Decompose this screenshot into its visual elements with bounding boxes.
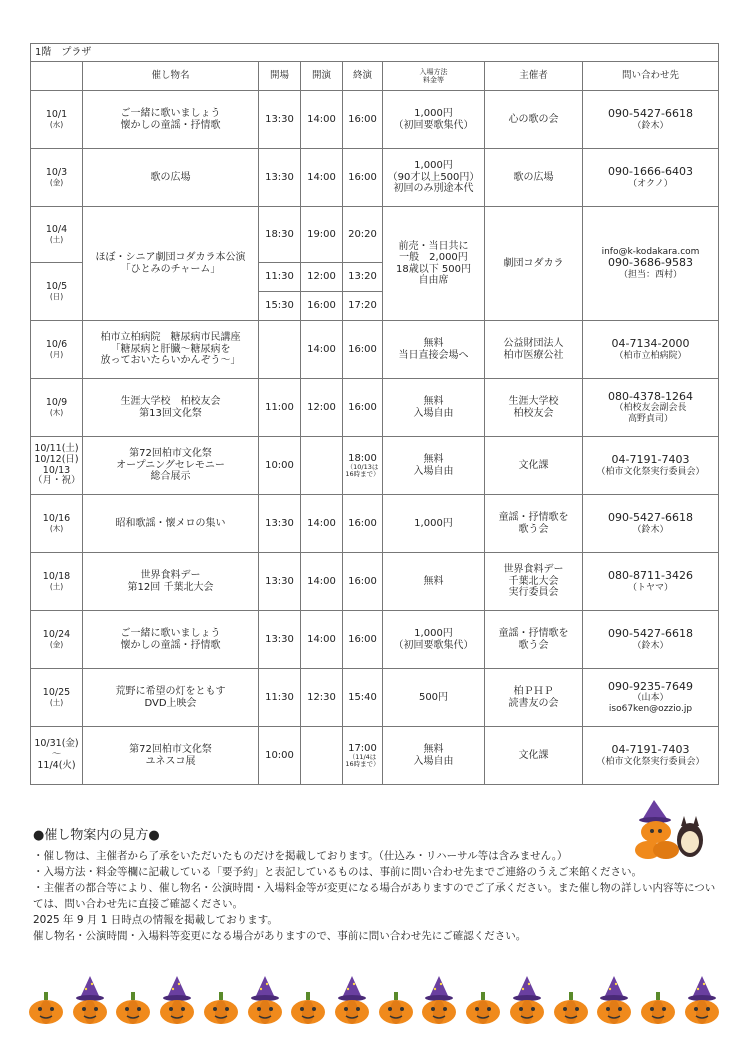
event-name: ほぼ・シニア劇団コダカラ本公演 「ひとみのチャーム」 — [83, 207, 259, 321]
date-cell: 10/24 (金) — [31, 611, 83, 669]
start-time: 19:00 — [301, 207, 343, 263]
contact: 04-7134-2000 （柏市立柏病院） — [583, 321, 719, 379]
admission: 無料 — [383, 553, 485, 611]
table-row — [31, 91, 719, 149]
event-name: 荒野に希望の灯をともす DVD上映会 — [83, 669, 259, 727]
start-time: 14:00 — [301, 611, 343, 669]
contact: 080-4378-1264 （柏校友会副会長 高野貞司） — [583, 379, 719, 437]
pumpkin-icon — [115, 972, 151, 1024]
witch-hat-pumpkin-icon — [247, 972, 283, 1024]
end-time: 13:20 — [343, 263, 383, 292]
open-time: 13:30 — [259, 91, 301, 149]
date-cell: 10/31(金) ～ 11/4(火) — [31, 727, 83, 785]
organizer: 生涯大学校 柏校友会 — [485, 379, 583, 437]
note-line: ・主催者の都合等により、催し物名・公演時間・入場料金等が変更になる場合がありますのでご了承ください。また催し物の詳しい内容等については、問い合わせ先に直接ご確認ください。 — [33, 882, 716, 910]
open-time: 13:30 — [259, 611, 301, 669]
start-time: 14:00 — [301, 495, 343, 553]
pumpkin-icon — [465, 972, 501, 1024]
admission: 無料 入場自由 — [383, 727, 485, 785]
pumpkin-icon — [378, 972, 414, 1024]
table-row — [31, 321, 719, 379]
witch-hat-pumpkin-icon — [509, 972, 545, 1024]
start-time: 14:00 — [301, 553, 343, 611]
date-cell: 10/3 (金) — [31, 149, 83, 207]
end-time: 20:20 — [343, 207, 383, 263]
event-name: 世界食料デー 第12回 千葉北大会 — [83, 553, 259, 611]
end-time: 16:00 — [343, 611, 383, 669]
open-time — [259, 321, 301, 379]
contact: 090-9235-7649 （山本） iso67ken@ozzio.jp — [583, 669, 719, 727]
open-time: 10:00 — [259, 727, 301, 785]
end-time: 16:00 — [343, 149, 383, 207]
organizer: 童謡・抒情歌を 歌う会 — [485, 495, 583, 553]
contact: 090-1666-6403 （オクノ） — [583, 149, 719, 207]
end-time: 16:00 — [343, 321, 383, 379]
organizer: 世界食料デー 千葉北大会 実行委員会 — [485, 553, 583, 611]
open-time: 11:30 — [259, 669, 301, 727]
organizer: 公益財団法人 柏市医療公社 — [485, 321, 583, 379]
header-organizer: 主催者 — [485, 62, 583, 91]
contact: info@k-kodakara.com 090-3686-9583 （担当：西村） — [583, 207, 719, 321]
event-name: 第72回柏市文化祭 ユネスコ展 — [83, 727, 259, 785]
table-row — [31, 437, 719, 495]
pumpkin-icon — [203, 972, 239, 1024]
event-name: 生涯大学校 柏校友会 第13回文化祭 — [83, 379, 259, 437]
start-time: 14:00 — [301, 149, 343, 207]
open-time: 11:30 — [259, 263, 301, 292]
notes-section — [33, 828, 723, 944]
admission: 無料 当日直接会場へ — [383, 321, 485, 379]
end-time: 18:00 （10/13は 16時まで） — [343, 437, 383, 495]
start-time: 14:00 — [301, 91, 343, 149]
event-name: ご一緒に歌いましょう 懐かしの童謡・抒情歌 — [83, 611, 259, 669]
note-line: 催し物名・公演時間・入場料等変更になる場合がありますので、事前に問い合わせ先にご確認ください。 — [33, 930, 527, 942]
contact: 04-7191-7403 （柏市文化祭実行委員会） — [583, 437, 719, 495]
witch-hat-pumpkin-icon — [334, 972, 370, 1024]
contact: 04-7191-7403 （柏市文化祭実行委員会） — [583, 727, 719, 785]
admission: 無料 入場自由 — [383, 437, 485, 495]
date-cell: 10/25 (土) — [31, 669, 83, 727]
end-time: 17:20 — [343, 292, 383, 321]
header-contact: 問い合わせ先 — [583, 62, 719, 91]
start-time: 12:30 — [301, 669, 343, 727]
header-admission: 入場方法 料金等 — [383, 62, 485, 91]
open-time: 13:30 — [259, 553, 301, 611]
notes-title: ●催し物案内の見方● — [33, 828, 160, 843]
open-time: 10:00 — [259, 437, 301, 495]
open-time: 15:30 — [259, 292, 301, 321]
event-name: 柏市立柏病院 糖尿病市民講座 「糖尿病と肝臓～糖尿病を 放っておいたらいかんぞう～」 — [83, 321, 259, 379]
end-time: 17:00 （11/4は 16時まで） — [343, 727, 383, 785]
floor-label: 1階 プラザ — [31, 44, 719, 62]
admission: 1,000円 （初回要歌集代） — [383, 91, 485, 149]
organizer: 歌の広場 — [485, 149, 583, 207]
start-time — [301, 437, 343, 495]
admission: 1,000円 — [383, 495, 485, 553]
date-cell: 10/18 (土) — [31, 553, 83, 611]
pumpkin-icon — [28, 972, 64, 1024]
header-event: 催し物名 — [83, 62, 259, 91]
organizer: 文化課 — [485, 727, 583, 785]
organizer: 心の歌の会 — [485, 91, 583, 149]
organizer: 童謡・抒情歌を 歌う会 — [485, 611, 583, 669]
table-row — [31, 553, 719, 611]
header-open: 開場 — [259, 62, 301, 91]
pumpkin-icon — [553, 972, 589, 1024]
end-time: 16:00 — [343, 379, 383, 437]
open-time: 13:30 — [259, 495, 301, 553]
date-cell: 10/4 (土) — [31, 207, 83, 263]
start-time: 16:00 — [301, 292, 343, 321]
table-row — [31, 495, 719, 553]
end-time: 16:00 — [343, 91, 383, 149]
table-row — [31, 611, 719, 669]
witch-hat-pumpkin-icon — [159, 972, 195, 1024]
start-time — [301, 727, 343, 785]
start-time: 12:00 — [301, 263, 343, 292]
open-time: 18:30 — [259, 207, 301, 263]
admission: 無料 入場自由 — [383, 379, 485, 437]
start-time: 14:00 — [301, 321, 343, 379]
witch-hat-pumpkin-icon — [596, 972, 632, 1024]
witch-hat-pumpkin-icon — [421, 972, 457, 1024]
admission: 前売・当日共に 一般 2,000円 18歳以下 500円 自由席 — [383, 207, 485, 321]
organizer: 文化課 — [485, 437, 583, 495]
table-row — [31, 207, 719, 263]
note-line: ・入場方法・料金等欄に記載している「要予約」と表記しているものは、事前に問い合わせ先までご連絡のうえご来館ください。 — [33, 866, 642, 878]
contact: 090-5427-6618 （鈴木） — [583, 611, 719, 669]
table-row — [31, 669, 719, 727]
open-time: 13:30 — [259, 149, 301, 207]
witch-hat-pumpkin-icon — [72, 972, 108, 1024]
event-schedule-table — [30, 43, 719, 785]
start-time: 12:00 — [301, 379, 343, 437]
date-cell: 10/9 (木) — [31, 379, 83, 437]
header-end: 終演 — [343, 62, 383, 91]
table-row — [31, 379, 719, 437]
event-name: 昭和歌謡・懐メロの集い — [83, 495, 259, 553]
header-start: 開演 — [301, 62, 343, 91]
admission: 1,000円 （90才以上500円） 初回のみ別途本代 — [383, 149, 485, 207]
date-cell: 10/16 (木) — [31, 495, 83, 553]
event-name: ご一緒に歌いましょう 懐かしの童謡・抒情歌 — [83, 91, 259, 149]
date-cell: 10/11(土) 10/12(日) 10/13 （月・祝） — [31, 437, 83, 495]
event-name: 歌の広場 — [83, 149, 259, 207]
end-time: 16:00 — [343, 553, 383, 611]
table-row — [31, 727, 719, 785]
end-time: 15:40 — [343, 669, 383, 727]
pumpkin-icon — [290, 972, 326, 1024]
admission: 1,000円 （初回要歌集代） — [383, 611, 485, 669]
contact: 090-5427-6618 （鈴木） — [583, 91, 719, 149]
note-line: 2025 年 9 月 1 日時点の情報を掲載しております。 — [33, 914, 278, 926]
date-cell: 10/5 (日) — [31, 263, 83, 321]
table-row — [31, 149, 719, 207]
witch-hat-pumpkin-icon — [684, 972, 720, 1024]
organizer: 柏ＰＨＰ 読書友の会 — [485, 669, 583, 727]
open-time: 11:00 — [259, 379, 301, 437]
date-cell: 10/1 (水) — [31, 91, 83, 149]
pumpkin-icon — [640, 972, 676, 1024]
admission: 500円 — [383, 669, 485, 727]
date-cell: 10/6 (月) — [31, 321, 83, 379]
note-line: ・催し物は、主催者から了承をいただいたものだけを掲載しております。（仕込み・リハーサル等は含みません。） — [33, 850, 568, 862]
end-time: 16:00 — [343, 495, 383, 553]
contact: 090-5427-6618 （鈴木） — [583, 495, 719, 553]
event-name: 第72回柏市文化祭 オープニングセレモニー 総合展示 — [83, 437, 259, 495]
contact: 080-8711-3426 （トヤマ） — [583, 553, 719, 611]
organizer: 劇団コダカラ — [485, 207, 583, 321]
pumpkin-border — [28, 968, 720, 1024]
